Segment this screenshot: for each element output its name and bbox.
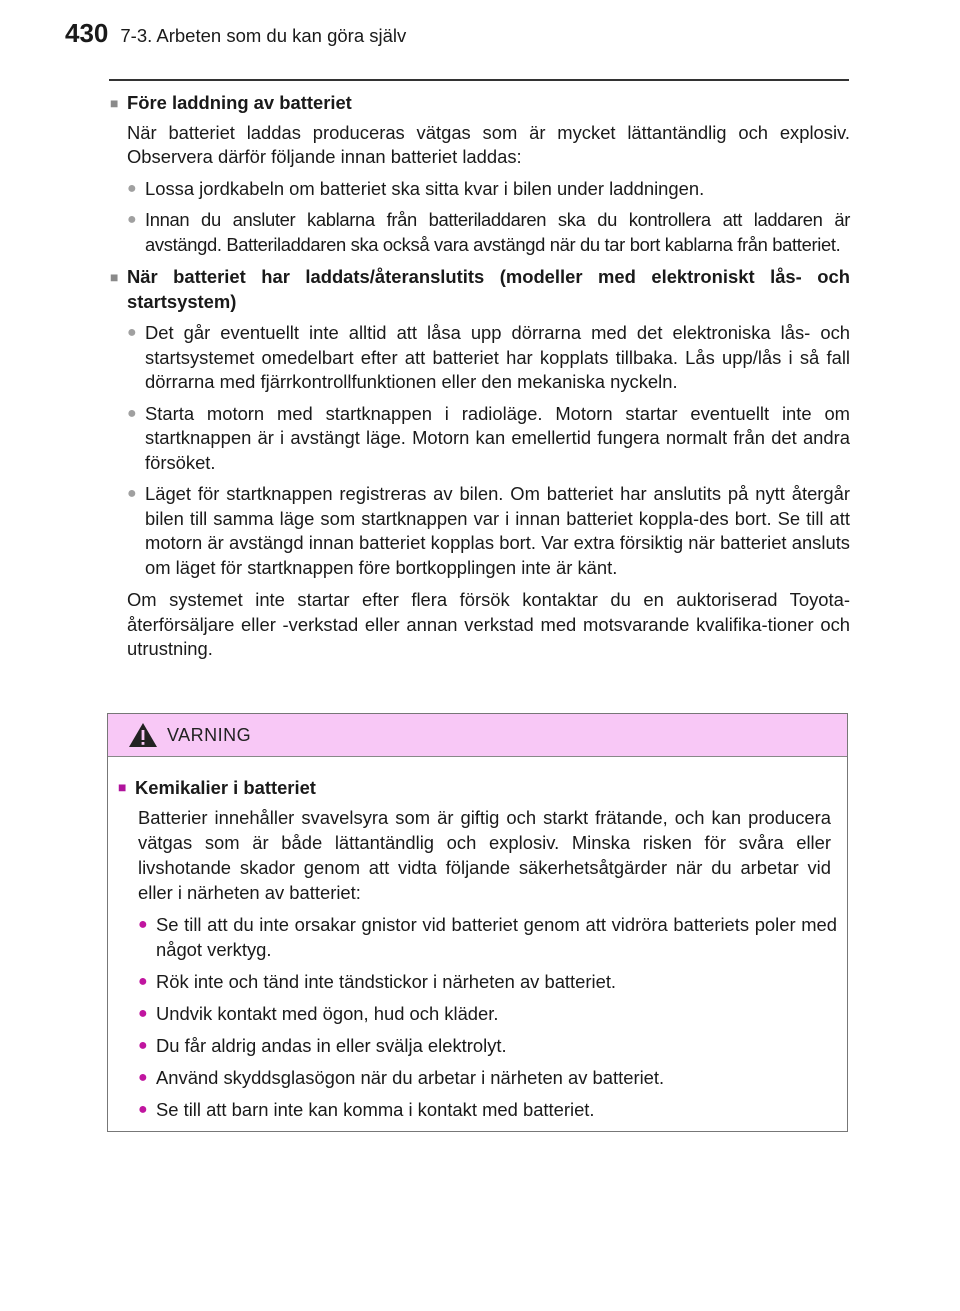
section-heading: ■ När batteriet har laddats/återanslutits (modeller med elektroniskt lås- och startsystem) [110, 265, 850, 314]
list-item: ● Se till att barn inte kan komma i kontakt med batteriet. [138, 1099, 595, 1120]
page-header [65, 18, 406, 58]
circle-bullet-icon: ● [127, 324, 137, 341]
list-item: ● Det går eventuellt inte alltid att låsa upp dörrarna med det elektroniska lås- och startsystemet omedelbart efter att batteriet har kopplats tillbaka. Lås upp/lås i så fall dörrarna med fjärrkontrollfunktionen eller den mekaniska nyckeln. [127, 321, 850, 395]
circle-bullet-icon: ● [138, 1101, 148, 1118]
circle-bullet-icon: ● [138, 1069, 148, 1086]
section-paragraph: När batteriet laddas produceras vätgas som är mycket lättantändlig och explosiv. Observera därför följande innan batteriet laddas: [127, 121, 850, 167]
list-item: ● Läget för startknappen registreras av bilen. Om batteriet har anslutits på nytt återgår bilen till samma läge som startknappen var i innan batteriet koppla-des bort. Se till att motorn är avstängd innan batteriet kopplas bort. Var extra försiktig när batteriet ansluts om läget för startknappen före bortkopplingen inte är känt. [127, 482, 850, 580]
square-bullet-icon: ■ [110, 95, 119, 111]
section-heading: ■ Före laddning av batteriet [110, 91, 850, 116]
warning-body [108, 757, 847, 1122]
warning-header [108, 714, 847, 757]
closing-paragraph: Om systemet inte startar efter flera försök kontaktar du en auktoriserad Toyota-återförsäljare eller -verkstad eller annan verkstad med motsvarande kvalifika-tioner och utrustning. [127, 589, 850, 659]
section-title: 7-3. Arbeten som du kan göra själv [120, 25, 407, 46]
list-item: ● Du får aldrig andas in eller svälja elektrolyt. [138, 1035, 507, 1056]
circle-bullet-icon: ● [127, 485, 137, 502]
circle-bullet-icon: ● [138, 1037, 148, 1054]
circle-bullet-icon: ● [127, 404, 137, 422]
list-item: ● Undvik kontakt med ögon, hud och kläder. [138, 1003, 499, 1024]
circle-bullet-icon: ● [138, 973, 148, 990]
warning-box [107, 713, 848, 1132]
section-before-charging [110, 91, 850, 257]
list-item: ● Lossa jordkabeln om batteriet ska sitta kvar i bilen under laddningen. [127, 177, 850, 202]
main-content [110, 88, 850, 670]
circle-bullet-icon: ● [138, 916, 148, 933]
warning-heading: ■ Kemikalier i batteriet [118, 777, 316, 798]
list-item: ● Använd skyddsglasögon när du arbetar i närheten av batteriet. [138, 1067, 665, 1088]
warning-paragraph: Batterier innehåller svavelsyra som är giftig och starkt frätande, och kan producera vätgas som är både lättantändlig och explosiv. Minska risken för svåra eller livshotande skador genom att vidta följande säkerhetsåtgärder när du arbetar vid eller i närheten av batteriet: [138, 807, 831, 903]
page-number: 430 [65, 18, 109, 48]
list-item: ● Rök inte och tänd inte tändstickor i närheten av batteriet. [138, 971, 617, 992]
circle-bullet-icon: ● [127, 179, 137, 197]
square-bullet-icon: ■ [118, 779, 127, 795]
warning-title: VARNING [167, 724, 252, 745]
square-bullet-icon: ■ [110, 269, 119, 285]
list-item: ● Innan du ansluter kablarna från batteriladdaren ska du kontrollera att laddaren är avstängd. Batteriladdaren ska också vara avstängd när du tar bort kablarna från batteriet. [127, 208, 850, 257]
list-item: ● Starta motorn med startknappen i radioläge. Motorn startar eventuellt inte om startknappen är i avstängt läge. Motorn kan emellertid fungera normalt från det andra försöket. [127, 402, 850, 476]
circle-bullet-icon: ● [138, 1005, 148, 1022]
list-item: ● Se till att du inte orsakar gnistor vid batteriet genom att vidröra batteriets poler med något verktyg. [138, 914, 837, 960]
circle-bullet-icon: ● [127, 211, 137, 228]
warning-triangle-icon [128, 722, 158, 748]
section-after-charging [110, 265, 850, 662]
header-divider [109, 79, 849, 81]
